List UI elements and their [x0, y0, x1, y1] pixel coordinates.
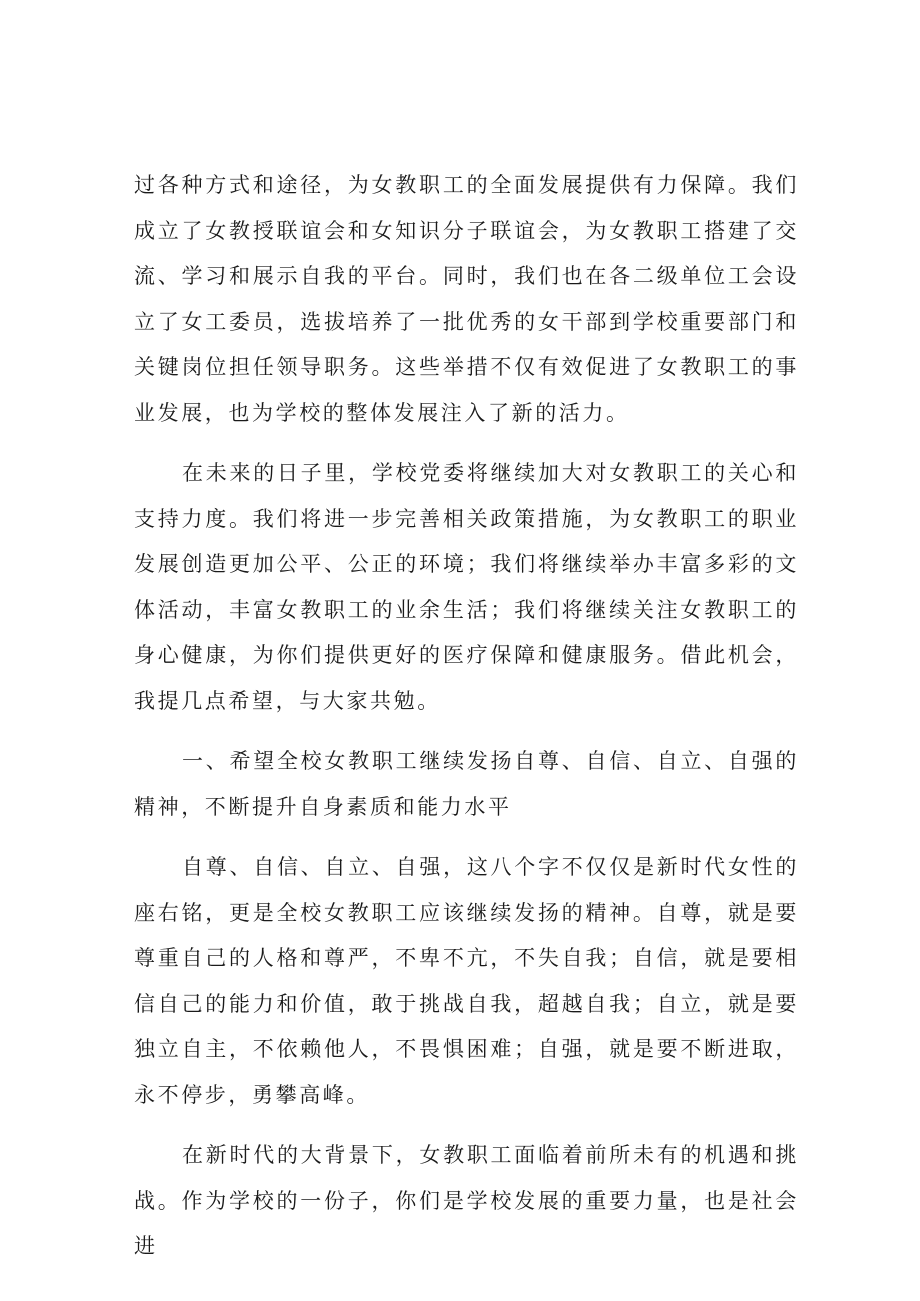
section-heading-one: 一、希望全校女教职工继续发扬自尊、自信、自立、自强的精神，不断提升自身素质和能力水平: [134, 749, 799, 819]
paragraph-future-support: 在未来的日子里，学校党委将继续加大对女教职工的关心和支持力度。我们将进一步完善相关政策措施，为女教职工的职业发展创造更加公平、公正的环境；我们将继续举办丰富多彩的文体活动，丰富女教职工的业余生活；我们将继续关注女教职工的身心健康，为你们提供更好的医疗保障和健康服务。借此机会，我提几点希望，与大家共勉。: [134, 461, 799, 713]
document-body: [134, 163, 799, 1270]
paragraph-continuation: 过各种方式和途径，为女教职工的全面发展提供有力保障。我们成立了女教授联谊会和女知识分子联谊会，为女教职工搭建了交流、学习和展示自我的平台。同时，我们也在各二级单位工会设立了女工委员，选拔培养了一批优秀的女干部到学校重要部门和关键岗位担任领导职务。这些举措不仅有效促进了女教职工的事业发展，也为学校的整体发展注入了新的活力。: [134, 173, 799, 425]
paragraph-self-respect: 自尊、自信、自立、自强，这八个字不仅仅是新时代女性的座右铭，更是全校女教职工应该继续发扬的精神。自尊，就是要尊重自己的人格和尊严，不卑不亢，不失自我；自信，就是要相信自己的能力和价值，敢于挑战自我，超越自我；自立，就是要独立自主，不依赖他人，不畏惧困难；自强，就是要不断进取，永不停步，勇攀高峰。: [134, 855, 799, 1107]
paragraph-new-era: 在新时代的大背景下，女教职工面临着前所未有的机遇和挑战。作为学校的一份子，你们是学校发展的重要力量，也是社会进: [134, 1143, 799, 1258]
